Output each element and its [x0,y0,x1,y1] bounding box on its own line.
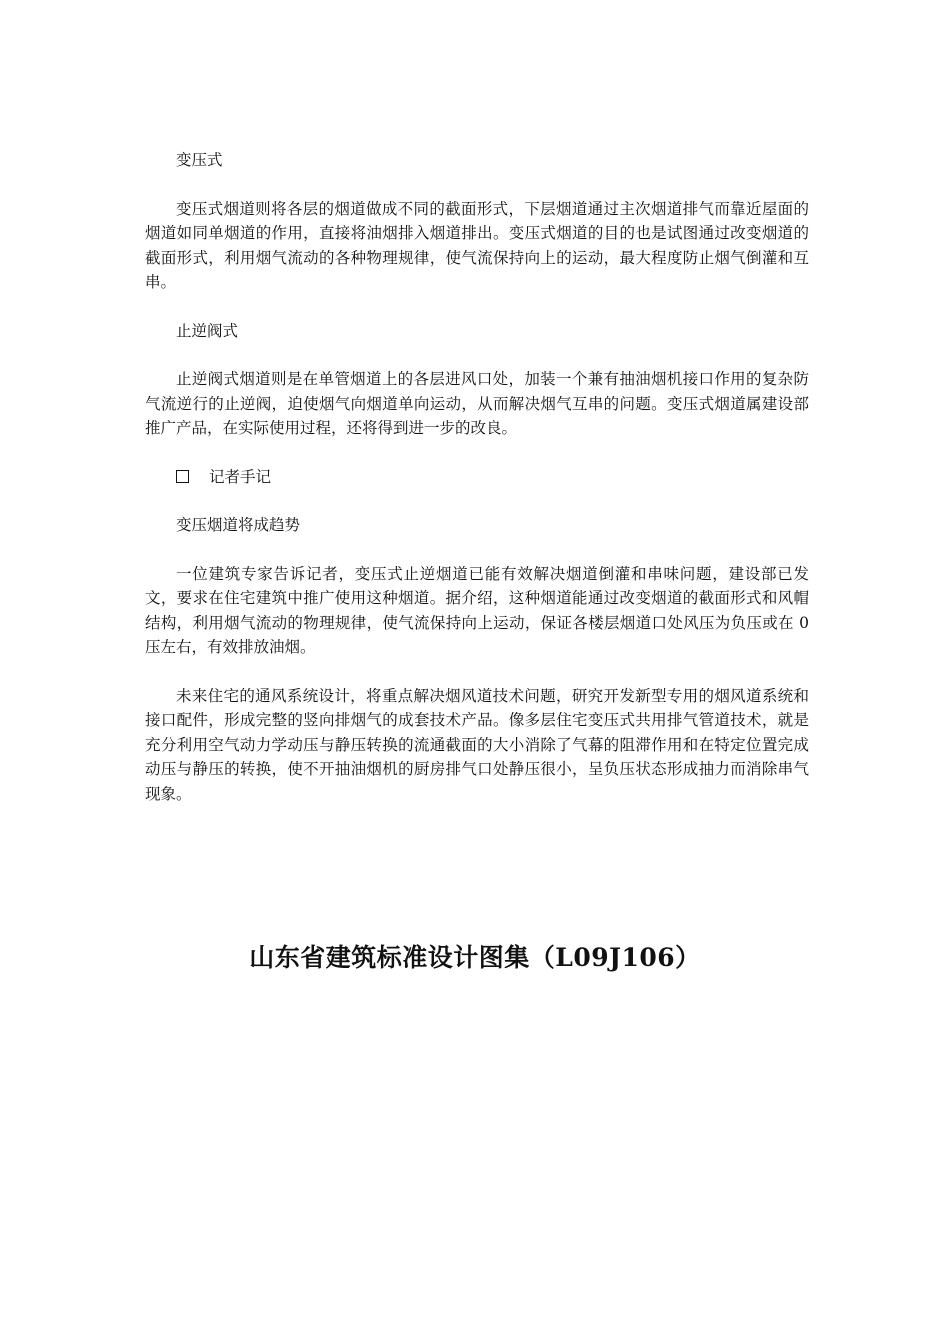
document-body [145,148,809,830]
paragraph-expert-opinion: 一位建筑专家告诉记者，变压式止逆烟道已能有效解决烟道倒灌和串味问题，建设部已发文，要求在住宅建筑中推广使用这种烟道。据介绍，这种烟道能通过改变烟道的截面形式和风帽结构，利用烟气流动的物理规律，使气流保持向上运动，保证各楼层烟道口处风压为负压或在 0 压左右，有效排放油烟。 [145,564,809,656]
standard-atlas-title: 山东省建筑标准设计图集（L09J106） [249,943,701,972]
reporter-notes-label: 记者手记 [209,467,272,486]
paragraph-variable-pressure-flue: 变压式烟道则将各层的烟道做成不同的截面形式，下层烟道通过主次烟道排气而靠近屋面的烟道如同单烟道的作用，直接将油烟排入烟道排出。变压式烟道的目的也是试图通过改变烟道的截面形式，利用烟气流动的各种物理规律，使气流保持向上的运动，最大程度防止烟气倒灌和互串。 [145,199,809,291]
paragraph-check-valve-flue: 止逆阀式烟道则是在单管烟道上的各层进风口处，加装一个兼有抽油烟机接口作用的复杂防气流逆行的止逆阀，迫使烟气向烟道单向运动，从而解决烟气互串的问题。变压式烟道属建设部推广产品，在实际使用过程，还将得到进一步的改良。 [145,370,809,437]
section-heading-trend: 变压烟道将成趋势 [176,516,301,534]
paragraph-future-ventilation: 未来住宅的通风系统设计，将重点解决烟风道技术问题，研究开发新型专用的烟风道系统和接口配件，形成完整的竖向排烟气的成套技术产品。像多层住宅变压式共用排气管道技术，就是充分利用空气动力学动压与静压转换的流通截面的大小消除了气幕的阻滞作用和在特定位置完成动压与静压的转换，使不开抽油烟机的厨房排气口处静压很小，呈负压状态形成抽力而消除串气现象。 [145,686,809,803]
checkbox-icon [176,470,189,483]
reporter-notes-line [145,465,809,490]
section-heading-biaya: 变压式 [176,151,223,169]
section-heading-check-valve: 止逆阀式 [176,321,239,340]
